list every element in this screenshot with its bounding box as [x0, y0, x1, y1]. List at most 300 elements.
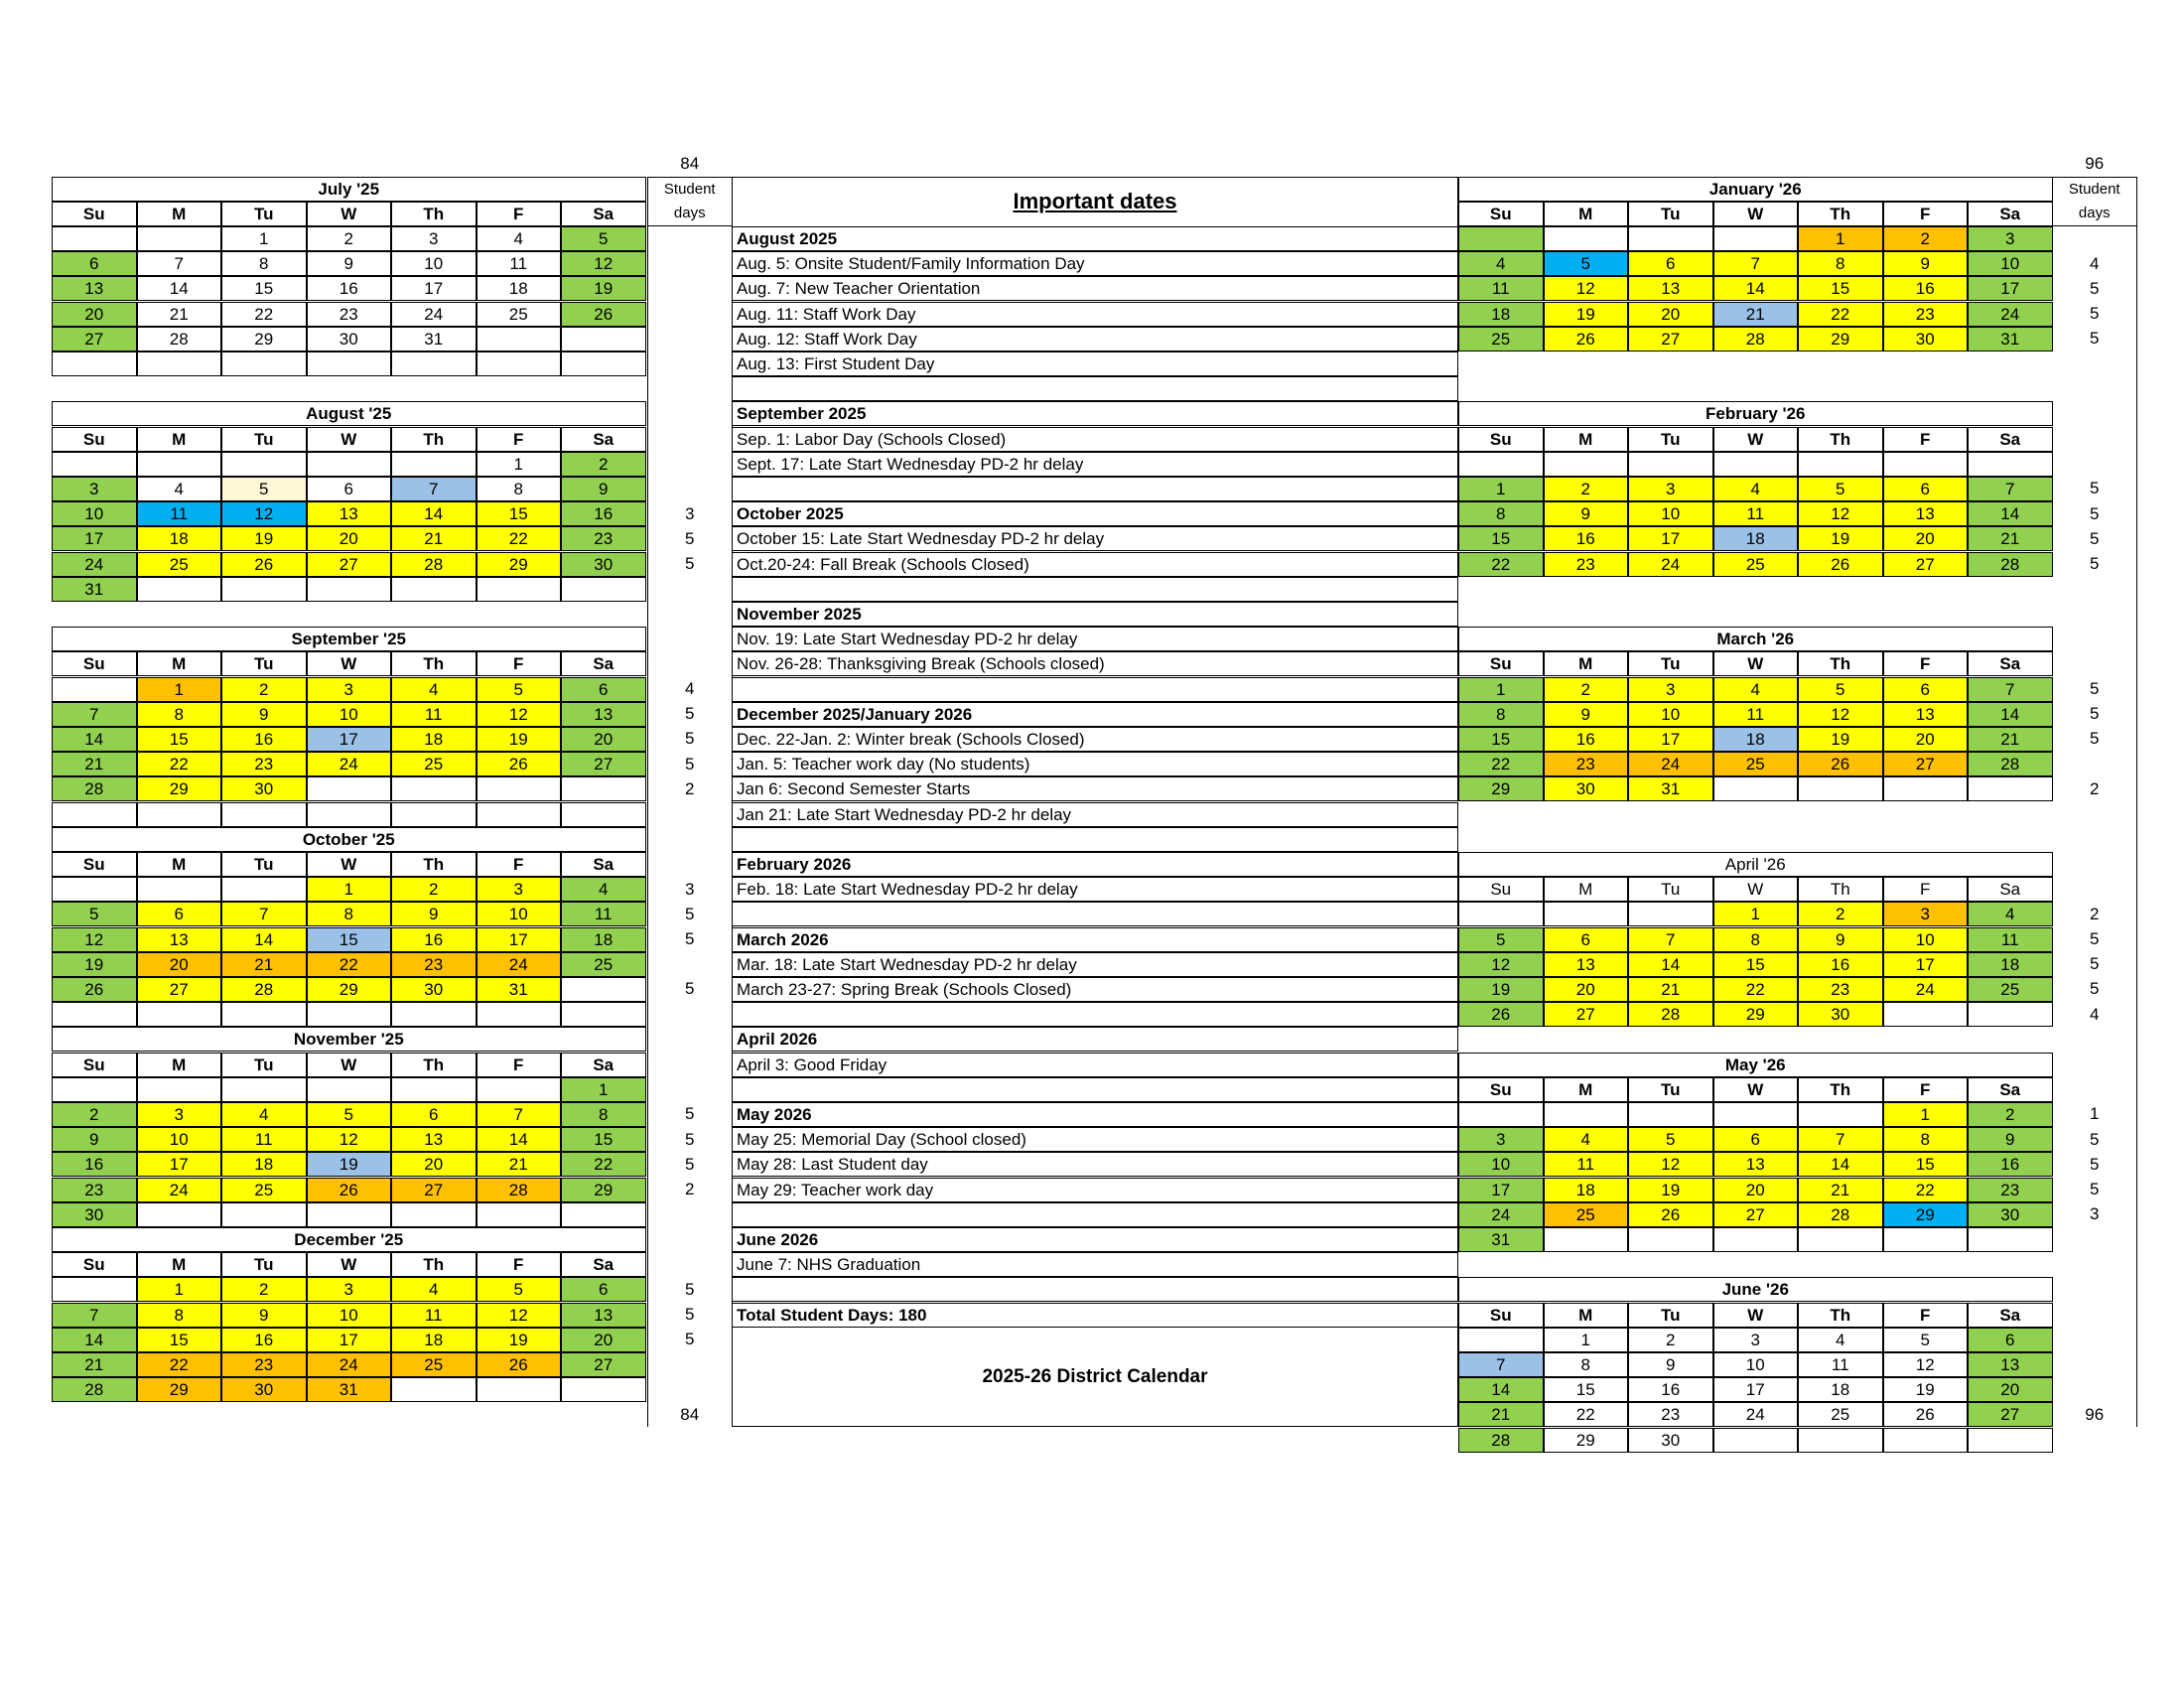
day-cell — [52, 877, 137, 902]
week-student-days: 4 — [685, 679, 695, 699]
student-days-header-right-line1: Student — [2052, 177, 2137, 202]
day-cell: 5 — [1798, 677, 1883, 702]
weekday-header: M — [137, 427, 222, 452]
day-cell: 20 — [391, 1152, 477, 1177]
week-student-days: 5 — [2090, 304, 2100, 324]
day-cell: 11 — [137, 501, 222, 526]
day-cell: 1 — [561, 1077, 646, 1102]
day-cell: 18 — [137, 526, 222, 551]
day-cell: 13 — [137, 927, 222, 952]
day-cell: 28 — [477, 1178, 562, 1202]
day-cell — [221, 802, 307, 827]
weekday-header: Th — [1798, 1303, 1883, 1328]
month-title-march-26: March '26 — [1458, 627, 2053, 651]
day-cell: 11 — [1713, 501, 1799, 526]
week-student-days: 5 — [2090, 554, 2100, 574]
day-cell: 15 — [221, 276, 307, 301]
day-cell — [1544, 1102, 1629, 1127]
important-dates-entry: October 15: Late Start Wednesday PD-2 hr delay — [732, 526, 1458, 551]
day-cell — [1713, 1102, 1799, 1127]
day-cell: 7 — [52, 1303, 137, 1328]
day-cell: 29 — [561, 1178, 646, 1202]
day-cell: 3 — [1458, 1127, 1544, 1152]
day-cell: 25 — [221, 1178, 307, 1202]
day-cell — [1628, 452, 1713, 477]
day-cell — [1544, 902, 1629, 926]
student-days-header-left-line1: Student — [647, 177, 733, 202]
day-cell — [477, 1077, 562, 1102]
day-cell: 2 — [1628, 1328, 1713, 1352]
day-cell: 14 — [52, 1328, 137, 1352]
day-cell: 9 — [1628, 1352, 1713, 1377]
day-cell: 28 — [1713, 327, 1799, 352]
day-cell: 16 — [1628, 1377, 1713, 1402]
day-cell — [137, 352, 222, 376]
day-cell: 22 — [1458, 552, 1544, 577]
day-cell: 1 — [1458, 677, 1544, 702]
day-cell: 2 — [391, 877, 477, 902]
weekday-header: Th — [391, 427, 477, 452]
day-cell: 14 — [1968, 501, 2053, 526]
important-dates-entry: May 25: Memorial Day (School closed) — [732, 1127, 1458, 1152]
important-dates-section-heading: March 2026 — [732, 927, 1458, 952]
day-cell: 11 — [1458, 276, 1544, 301]
day-cell: 27 — [1883, 552, 1969, 577]
important-dates-section-heading: August 2025 — [732, 226, 1458, 251]
weekday-header: Tu — [1628, 427, 1713, 452]
weekday-header: Su — [52, 852, 137, 877]
day-cell: 9 — [1544, 702, 1629, 727]
day-cell — [391, 352, 477, 376]
day-cell: 21 — [477, 1152, 562, 1177]
day-cell: 26 — [561, 302, 646, 327]
day-cell: 9 — [221, 1303, 307, 1328]
day-cell: 12 — [1628, 1152, 1713, 1177]
day-cell: 10 — [1458, 1152, 1544, 1177]
day-cell: 9 — [1968, 1127, 2053, 1152]
day-cell: 1 — [1883, 1102, 1969, 1127]
day-cell: 25 — [391, 752, 477, 776]
important-dates-entry — [732, 577, 1458, 602]
day-cell — [391, 802, 477, 827]
week-student-days: 5 — [2090, 1180, 2100, 1199]
day-cell: 2 — [1968, 1102, 2053, 1127]
day-cell — [1798, 1227, 1883, 1252]
day-cell: 8 — [1458, 501, 1544, 526]
day-cell: 19 — [1628, 1178, 1713, 1202]
day-cell — [1883, 1227, 1969, 1252]
weekday-header: W — [1713, 877, 1799, 902]
week-student-days: 5 — [2090, 979, 2100, 999]
weekday-header: Tu — [221, 1053, 307, 1077]
day-cell: 5 — [561, 226, 646, 251]
day-cell: 4 — [391, 677, 477, 702]
weekday-header: Tu — [221, 651, 307, 676]
day-cell — [391, 1377, 477, 1402]
day-cell — [1458, 902, 1544, 926]
day-cell: 14 — [137, 276, 222, 301]
day-cell: 22 — [1458, 752, 1544, 776]
day-cell — [137, 226, 222, 251]
day-cell — [52, 1002, 137, 1027]
day-cell: 19 — [221, 526, 307, 551]
important-dates-entry: Oct.20-24: Fall Break (Schools Closed) — [732, 552, 1458, 577]
day-cell: 20 — [1883, 526, 1969, 551]
weekday-header: F — [477, 427, 562, 452]
day-cell: 31 — [307, 1377, 392, 1402]
week-student-days — [647, 302, 733, 327]
day-cell: 18 — [1458, 302, 1544, 327]
day-cell: 10 — [307, 702, 392, 727]
weekday-header: Su — [52, 427, 137, 452]
day-cell: 7 — [137, 251, 222, 276]
day-cell: 11 — [477, 251, 562, 276]
week-student-days: 5 — [685, 704, 695, 724]
day-cell: 5 — [307, 1102, 392, 1127]
weekday-header: Sa — [1968, 427, 2053, 452]
day-cell: 20 — [1628, 302, 1713, 327]
important-dates-section-heading: September 2025 — [732, 401, 1458, 426]
day-cell: 8 — [561, 1102, 646, 1127]
day-cell: 30 — [52, 1202, 137, 1227]
weekday-header: Sa — [1968, 877, 2053, 902]
day-cell: 8 — [137, 1303, 222, 1328]
week-student-days — [2052, 1352, 2137, 1377]
day-cell: 4 — [391, 1277, 477, 1302]
important-dates-entry: Dec. 22-Jan. 2: Winter break (Schools Closed) — [732, 727, 1458, 752]
day-cell: 8 — [137, 702, 222, 727]
day-cell: 26 — [1798, 752, 1883, 776]
day-cell — [561, 1202, 646, 1227]
week-student-days — [2052, 452, 2137, 477]
week-student-days: 5 — [685, 1104, 695, 1124]
day-cell: 11 — [561, 902, 646, 926]
day-cell: 6 — [1883, 677, 1969, 702]
weekday-header: Th — [1798, 1077, 1883, 1102]
day-cell: 22 — [1798, 302, 1883, 327]
weekday-header: W — [307, 1252, 392, 1277]
important-dates-entry: Sept. 17: Late Start Wednesday PD-2 hr delay — [732, 452, 1458, 477]
weekday-header: Tu — [221, 202, 307, 226]
day-cell: 20 — [1883, 727, 1969, 752]
day-cell: 28 — [391, 552, 477, 577]
day-cell: 27 — [561, 1352, 646, 1377]
day-cell: 5 — [1883, 1328, 1969, 1352]
week-student-days: 5 — [685, 1154, 695, 1174]
day-cell: 10 — [391, 251, 477, 276]
day-cell — [477, 577, 562, 602]
day-cell: 13 — [307, 501, 392, 526]
day-cell: 27 — [1544, 1002, 1629, 1027]
day-cell: 26 — [1883, 1402, 1969, 1427]
day-cell: 26 — [52, 977, 137, 1002]
day-cell: 30 — [1798, 1002, 1883, 1027]
day-cell: 6 — [1883, 477, 1969, 501]
first-semester-total-top: 84 — [680, 153, 700, 173]
week-student-days: 4 — [2090, 1004, 2100, 1024]
day-cell: 5 — [1458, 927, 1544, 952]
day-cell: 17 — [1968, 276, 2053, 301]
day-cell: 16 — [221, 727, 307, 752]
week-student-days: 5 — [685, 754, 695, 774]
day-cell: 29 — [1458, 776, 1544, 801]
weekday-header: F — [1883, 877, 1969, 902]
day-cell: 2 — [1544, 477, 1629, 501]
day-cell: 9 — [391, 902, 477, 926]
day-cell: 11 — [1544, 1152, 1629, 1177]
week-student-days — [647, 226, 733, 251]
day-cell — [477, 1377, 562, 1402]
second-semester-total-bottom: 96 — [2085, 1404, 2105, 1424]
day-cell: 18 — [1713, 727, 1799, 752]
day-cell: 2 — [1544, 677, 1629, 702]
day-cell: 14 — [391, 501, 477, 526]
day-cell: 2 — [221, 1277, 307, 1302]
important-dates-entry: Jan 21: Late Start Wednesday PD-2 hr delay — [732, 802, 1458, 827]
day-cell — [391, 452, 477, 477]
day-cell: 18 — [477, 276, 562, 301]
day-cell: 22 — [307, 952, 392, 977]
day-cell: 12 — [1883, 1352, 1969, 1377]
day-cell: 21 — [1968, 526, 2053, 551]
day-cell: 1 — [137, 677, 222, 702]
weekday-header: Th — [391, 651, 477, 676]
day-cell: 16 — [221, 1328, 307, 1352]
day-cell: 31 — [1458, 1227, 1544, 1252]
day-cell — [52, 677, 137, 702]
day-cell: 22 — [561, 1152, 646, 1177]
day-cell: 19 — [1798, 526, 1883, 551]
important-dates-entry: Aug. 11: Staff Work Day — [732, 302, 1458, 327]
weekday-header: F — [1883, 1303, 1969, 1328]
day-cell: 22 — [477, 526, 562, 551]
day-cell: 20 — [1713, 1178, 1799, 1202]
important-dates-section-heading: Total Student Days: 180 — [732, 1303, 1458, 1328]
day-cell — [307, 352, 392, 376]
weekday-header: Th — [1798, 651, 1883, 676]
day-cell: 27 — [391, 1178, 477, 1202]
day-cell — [1968, 1227, 2053, 1252]
weekday-header: Su — [52, 651, 137, 676]
weekday-header: M — [1544, 651, 1629, 676]
day-cell — [477, 802, 562, 827]
important-dates-entry: April 3: Good Friday — [732, 1053, 1458, 1077]
day-cell: 13 — [561, 702, 646, 727]
day-cell: 7 — [1713, 251, 1799, 276]
day-cell: 23 — [52, 1178, 137, 1202]
weekday-header: Sa — [1968, 651, 2053, 676]
day-cell: 1 — [1798, 226, 1883, 251]
weekday-header: F — [477, 202, 562, 226]
day-cell: 10 — [52, 501, 137, 526]
month-title-september-25: September '25 — [52, 627, 646, 651]
day-cell: 5 — [477, 677, 562, 702]
day-cell: 4 — [1713, 677, 1799, 702]
day-cell — [307, 1077, 392, 1102]
weekday-header: M — [137, 1252, 222, 1277]
day-cell: 30 — [307, 327, 392, 352]
day-cell — [477, 776, 562, 801]
day-cell: 23 — [221, 752, 307, 776]
day-cell: 22 — [137, 1352, 222, 1377]
day-cell: 16 — [52, 1152, 137, 1177]
day-cell: 11 — [221, 1127, 307, 1152]
week-student-days: 5 — [2090, 929, 2100, 949]
day-cell: 5 — [1798, 477, 1883, 501]
important-dates-entry: Aug. 7: New Teacher Orientation — [732, 276, 1458, 301]
day-cell: 25 — [1713, 752, 1799, 776]
day-cell: 13 — [1713, 1152, 1799, 1177]
day-cell: 16 — [391, 927, 477, 952]
day-cell: 15 — [1713, 952, 1799, 977]
day-cell: 7 — [477, 1102, 562, 1127]
day-cell: 2 — [307, 226, 392, 251]
day-cell: 12 — [477, 702, 562, 727]
day-cell: 23 — [1628, 1402, 1713, 1427]
weekday-header: W — [307, 427, 392, 452]
weekday-header: F — [477, 852, 562, 877]
day-cell: 25 — [561, 952, 646, 977]
day-cell: 1 — [221, 226, 307, 251]
day-cell: 25 — [1544, 1202, 1629, 1227]
important-dates-section-heading: October 2025 — [732, 501, 1458, 526]
day-cell: 6 — [1628, 251, 1713, 276]
week-student-days: 5 — [685, 1129, 695, 1149]
day-cell — [52, 802, 137, 827]
day-cell: 19 — [1798, 727, 1883, 752]
day-cell — [307, 802, 392, 827]
day-cell: 22 — [221, 302, 307, 327]
day-cell — [307, 1202, 392, 1227]
day-cell: 19 — [1544, 302, 1629, 327]
day-cell: 4 — [221, 1102, 307, 1127]
day-cell — [52, 1077, 137, 1102]
month-title-october-25: October '25 — [52, 827, 646, 852]
day-cell: 12 — [1798, 702, 1883, 727]
weekday-header: W — [1713, 651, 1799, 676]
important-dates-entry: Feb. 18: Late Start Wednesday PD-2 hr delay — [732, 877, 1458, 902]
weekday-header: Su — [1458, 877, 1544, 902]
week-student-days — [647, 327, 733, 352]
day-cell: 3 — [391, 226, 477, 251]
day-cell: 5 — [477, 1277, 562, 1302]
day-cell — [221, 877, 307, 902]
day-cell: 19 — [561, 276, 646, 301]
day-cell — [561, 1002, 646, 1027]
day-cell: 25 — [1458, 327, 1544, 352]
day-cell: 30 — [221, 776, 307, 801]
day-cell: 4 — [1544, 1127, 1629, 1152]
day-cell: 8 — [1798, 251, 1883, 276]
day-cell: 24 — [1968, 302, 2053, 327]
week-student-days: 5 — [685, 979, 695, 999]
day-cell: 28 — [1968, 552, 2053, 577]
day-cell — [307, 1002, 392, 1027]
day-cell — [1544, 452, 1629, 477]
day-cell: 17 — [1628, 526, 1713, 551]
day-cell: 29 — [307, 977, 392, 1002]
day-cell: 17 — [477, 927, 562, 952]
day-cell: 16 — [1798, 952, 1883, 977]
weekday-header: Sa — [561, 202, 646, 226]
month-title-july-25: July '25 — [52, 177, 646, 202]
day-cell: 17 — [1458, 1178, 1544, 1202]
day-cell: 24 — [1713, 1402, 1799, 1427]
second-semester-total-top: 96 — [2085, 153, 2105, 173]
important-dates-section-heading: April 2026 — [732, 1027, 1458, 1052]
day-cell: 8 — [1544, 1352, 1629, 1377]
day-cell: 16 — [561, 501, 646, 526]
day-cell: 13 — [1883, 702, 1969, 727]
weekday-header: Tu — [221, 427, 307, 452]
day-cell: 13 — [1883, 501, 1969, 526]
weekday-header: Su — [1458, 1303, 1544, 1328]
day-cell: 14 — [52, 727, 137, 752]
day-cell: 13 — [1628, 276, 1713, 301]
day-cell: 9 — [1544, 501, 1629, 526]
day-cell — [391, 1002, 477, 1027]
day-cell — [1458, 226, 1544, 251]
day-cell: 31 — [52, 577, 137, 602]
important-dates-entry: Jan 6: Second Semester Starts — [732, 776, 1458, 801]
weekday-header: M — [1544, 427, 1629, 452]
day-cell: 24 — [1883, 977, 1969, 1002]
day-cell: 26 — [1628, 1202, 1713, 1227]
day-cell: 31 — [1968, 327, 2053, 352]
day-cell: 25 — [477, 302, 562, 327]
important-dates-entry: June 7: NHS Graduation — [732, 1252, 1458, 1277]
day-cell: 23 — [1798, 977, 1883, 1002]
important-dates-entry: Nov. 19: Late Start Wednesday PD-2 hr delay — [732, 627, 1458, 651]
weekday-header: Tu — [1628, 1077, 1713, 1102]
calendar-footer-title: 2025-26 District Calendar — [732, 1328, 1458, 1428]
day-cell — [307, 452, 392, 477]
day-cell: 27 — [1628, 327, 1713, 352]
day-cell: 2 — [1798, 902, 1883, 926]
day-cell: 23 — [307, 302, 392, 327]
day-cell: 7 — [52, 702, 137, 727]
day-cell — [477, 352, 562, 376]
day-cell: 13 — [52, 276, 137, 301]
important-dates-entry — [732, 1202, 1458, 1227]
day-cell: 29 — [1544, 1428, 1629, 1453]
day-cell — [561, 1377, 646, 1402]
student-days-header-right-line2: days — [2052, 202, 2137, 226]
day-cell: 11 — [1713, 702, 1799, 727]
day-cell: 30 — [391, 977, 477, 1002]
day-cell: 17 — [137, 1152, 222, 1177]
important-dates-entry — [732, 376, 1458, 401]
day-cell: 17 — [1713, 1377, 1799, 1402]
day-cell: 21 — [1628, 977, 1713, 1002]
day-cell: 4 — [1798, 1328, 1883, 1352]
day-cell: 6 — [1544, 927, 1629, 952]
day-cell — [1798, 452, 1883, 477]
day-cell — [307, 776, 392, 801]
week-student-days: 5 — [2090, 679, 2100, 699]
day-cell: 18 — [391, 1328, 477, 1352]
day-cell: 10 — [1883, 927, 1969, 952]
day-cell — [561, 776, 646, 801]
day-cell: 21 — [1458, 1402, 1544, 1427]
day-cell: 21 — [221, 952, 307, 977]
important-dates-entry: May 28: Last Student day — [732, 1152, 1458, 1177]
week-student-days — [647, 452, 733, 477]
day-cell — [137, 452, 222, 477]
weekday-header: F — [1883, 651, 1969, 676]
day-cell: 19 — [1458, 977, 1544, 1002]
day-cell: 13 — [391, 1127, 477, 1152]
